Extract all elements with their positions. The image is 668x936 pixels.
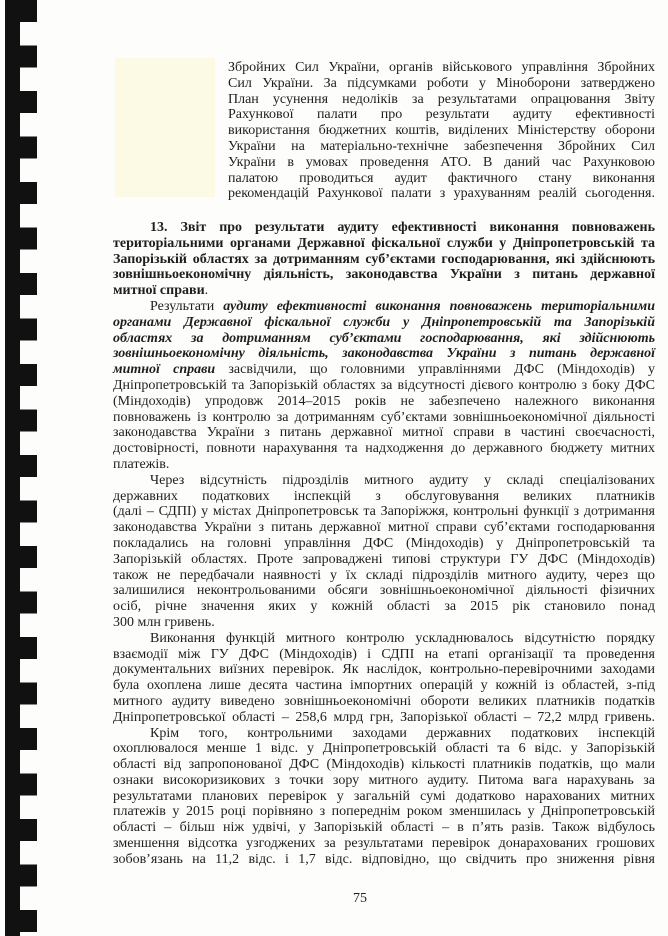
text-line [113,694,655,710]
text-line: палатою проводиться аудит фактичного стану виконання [228,170,655,186]
text-line [113,662,655,678]
emphasized-text: 13. Звіт про результати аудиту ефективності виконання повноважень [150,220,655,235]
text-line [113,362,655,378]
text-line [113,220,655,236]
text-run: зменшення відсотка узгоджених за результатами перевірок донарахованих грошових [113,836,655,852]
emphasized-text: зовнішньоекономічну діяльність, законодавства України з питань державної [113,346,655,362]
paragraph-customs-control [113,631,655,726]
text-line [113,726,655,742]
text-line [113,267,655,283]
text-line [113,773,655,789]
text-run: 300 млн гривень. [113,614,215,630]
text-line [113,425,655,441]
emphasized-text: областях за дотриманням суб’єктами господарювання, які здійснюють [113,330,655,346]
paragraph-tax-inspections [113,726,655,868]
text-line [113,852,655,868]
text-run: законодавства України з питань державної митної справи в частині своєчасності, [113,425,655,441]
text-run: законодавства України з питань державної митної справи суб’єктами господарювання [113,520,655,536]
text-line: використання бюджетних коштів, виділених Міністерству оборони [228,123,655,139]
text-line [113,836,655,852]
emphasized-text: територіальними органами Державної фіскальної служби у Дніпропетровській та [113,235,655,251]
text-line [113,346,655,362]
text-run: Через відсутність підрозділів митного аудиту у складі спеціалізованих [150,472,655,488]
text-line [113,283,655,299]
text-run: митного аудиту виведено зовнішньоекономічні обороти великих платників податків [113,693,655,709]
text-run: результатами планових перевірок у загальній сумі додатково нарахованих митних [113,788,655,804]
text-line: Рахункової палати про результати аудиту ефективності [228,107,655,123]
text-run: Виконання функцій митного контролю ускладнювалось відсутністю порядку [150,630,655,646]
text-line [113,568,655,584]
text-line [113,804,655,820]
text-line: План усунення недоліків за результатами опрацювання Звіту [228,91,655,107]
text-line [113,331,655,347]
text-run: області від запропонованої ДФС (Міндоходів) кількості платників податків, що мали [113,757,655,773]
text-run: достовірності, повноти нарахування та надходження до державного бюджету митних [113,441,655,457]
text-run: Дніпропетровської області – 258,6 млрд грн, Запорізької області – 72,2 млрд гривень. [113,709,655,725]
text-run: (Міндоходів) упродовж 2014–2015 років не забезпечено належного виконання [113,393,655,409]
text-line [113,710,655,726]
text-line [113,252,655,268]
continued-paragraph [228,60,655,202]
text-line [113,583,655,599]
text-line [113,504,655,520]
text-run: взаємодії між ГУ ДФС (Міндоходів) і СДПІ на етапі організації та проведення [113,646,655,662]
text-line [113,299,655,315]
text-run: Крім того, контрольними заходами державних податкових інспекцій [150,725,655,741]
comb-binding-spine [5,0,20,936]
text-line [113,473,655,489]
text-line [113,536,655,552]
emphasized-text: митної справи [113,362,216,378]
comb-binding-teeth [20,0,37,936]
text-line: України на матеріально-технічне забезпечення Збройних Сил [228,138,655,154]
paragraph-customs-audit-units [113,473,655,631]
emphasized-text: органами Державної фіскальної служби у Дніпропетровській та Запорізькій [113,314,655,330]
text-run: документальних виїзних перевірок. Як наслідок, контрольно-перевірочними заходами [113,662,655,678]
text-run: охоплювалося менше 1 відс. у Дніпропетровській області та 6 відс. у Запорізькій [113,741,655,757]
text-run: області – більш ніж удвічі, у Запорізькій області – в п’ять разів. Також відбулось [113,820,655,836]
text-run: Запорізькій областях. Проте запроваджені типові структури ГУ ДФС (Міндоходів) [113,551,655,567]
text-line: України в умовах проведення АТО. В даний час Рахунковою [228,154,655,170]
page-number: 75 [353,891,367,906]
text-line [113,741,655,757]
emphasized-text: Запорізькій областях за дотриманням суб’єктами господарювання, які здійснюють [113,251,655,267]
text-run: засвідчили, що головними управліннями ДФС (Міндоходів) у [215,362,655,378]
text-run: залишилися неконтрольованими обсяги зовнішньоекономічної діяльності фізичних [113,583,655,599]
text-line [113,457,655,473]
text-line [113,615,655,631]
text-run: Дніпропетровській та Запорізькій областях за відсутності дієвого контролю з боку ДФС [113,377,655,393]
text-line [113,410,655,426]
text-run: державних податкових інспекцій з обслуговування великих платників [113,488,655,504]
text-run: зобов’язань на 11,2 відс. і 1,7 відс. відповідно, що свідчить про зниження рівня [113,851,655,867]
highlight-box [115,58,215,197]
text-run: платежів у 2015 році порівняно з попереднім роком зменшилась у Дніпропетровській [113,804,655,820]
text-run: Результати [150,298,224,314]
section-heading [113,220,655,299]
text-line [113,820,655,836]
emphasized-text: зовнішньоекономічну діяльність, законодавства України з питань державної [113,267,655,283]
text-run: осіб, річне значення яких у кожній області за 2015 рік становило понад [113,599,655,615]
text-line: Збройних Сил України, органів військового управління Збройних [228,60,655,75]
text-line [113,789,655,805]
text-line [113,678,655,694]
text-line [113,489,655,505]
text-run: (далі – СДПІ) у містах Дніпропетровськ та Запоріжжя, контрольні функції з дотримання [113,504,655,520]
text-run: . [204,283,209,299]
text-line [113,647,655,663]
text-line: Сил України. За підсумками роботи у Міноборони затверджено [228,75,655,91]
text-line: рекомендацій Рахункової палати з урахуванням реалій сьогодення. [228,186,655,202]
text-line [113,236,655,252]
text-line [113,631,655,647]
section-13 [113,220,655,868]
text-line [113,552,655,568]
text-line [113,520,655,536]
text-run: повноважень із контролю за дотриманням суб’єктами зовнішньоекономічної діяльності [113,409,655,425]
text-line [113,378,655,394]
text-run: була охоплена лише десята частина імпортних операцій у кожній із областей, з-під [113,678,655,694]
text-line [113,757,655,773]
text-line [113,315,655,331]
paragraph-results [113,299,655,473]
text-run: платежів. [113,456,170,472]
text-run: покладались на головні управління ДФС (Міндоходів) у Дніпропетровській та [113,535,655,551]
emphasized-text: митної справи [113,283,205,299]
text-run: також не передбачали наявності у їх складі підрозділів митного аудиту, через що [113,567,655,583]
emphasized-text: аудиту ефективності виконання повноважень територіальними [223,298,655,314]
text-line [113,441,655,457]
text-run: ознаки високоризикових з точки зору митного аудиту. Питома вага нарахувань за [113,772,655,788]
text-line [113,599,655,615]
text-line [113,394,655,410]
